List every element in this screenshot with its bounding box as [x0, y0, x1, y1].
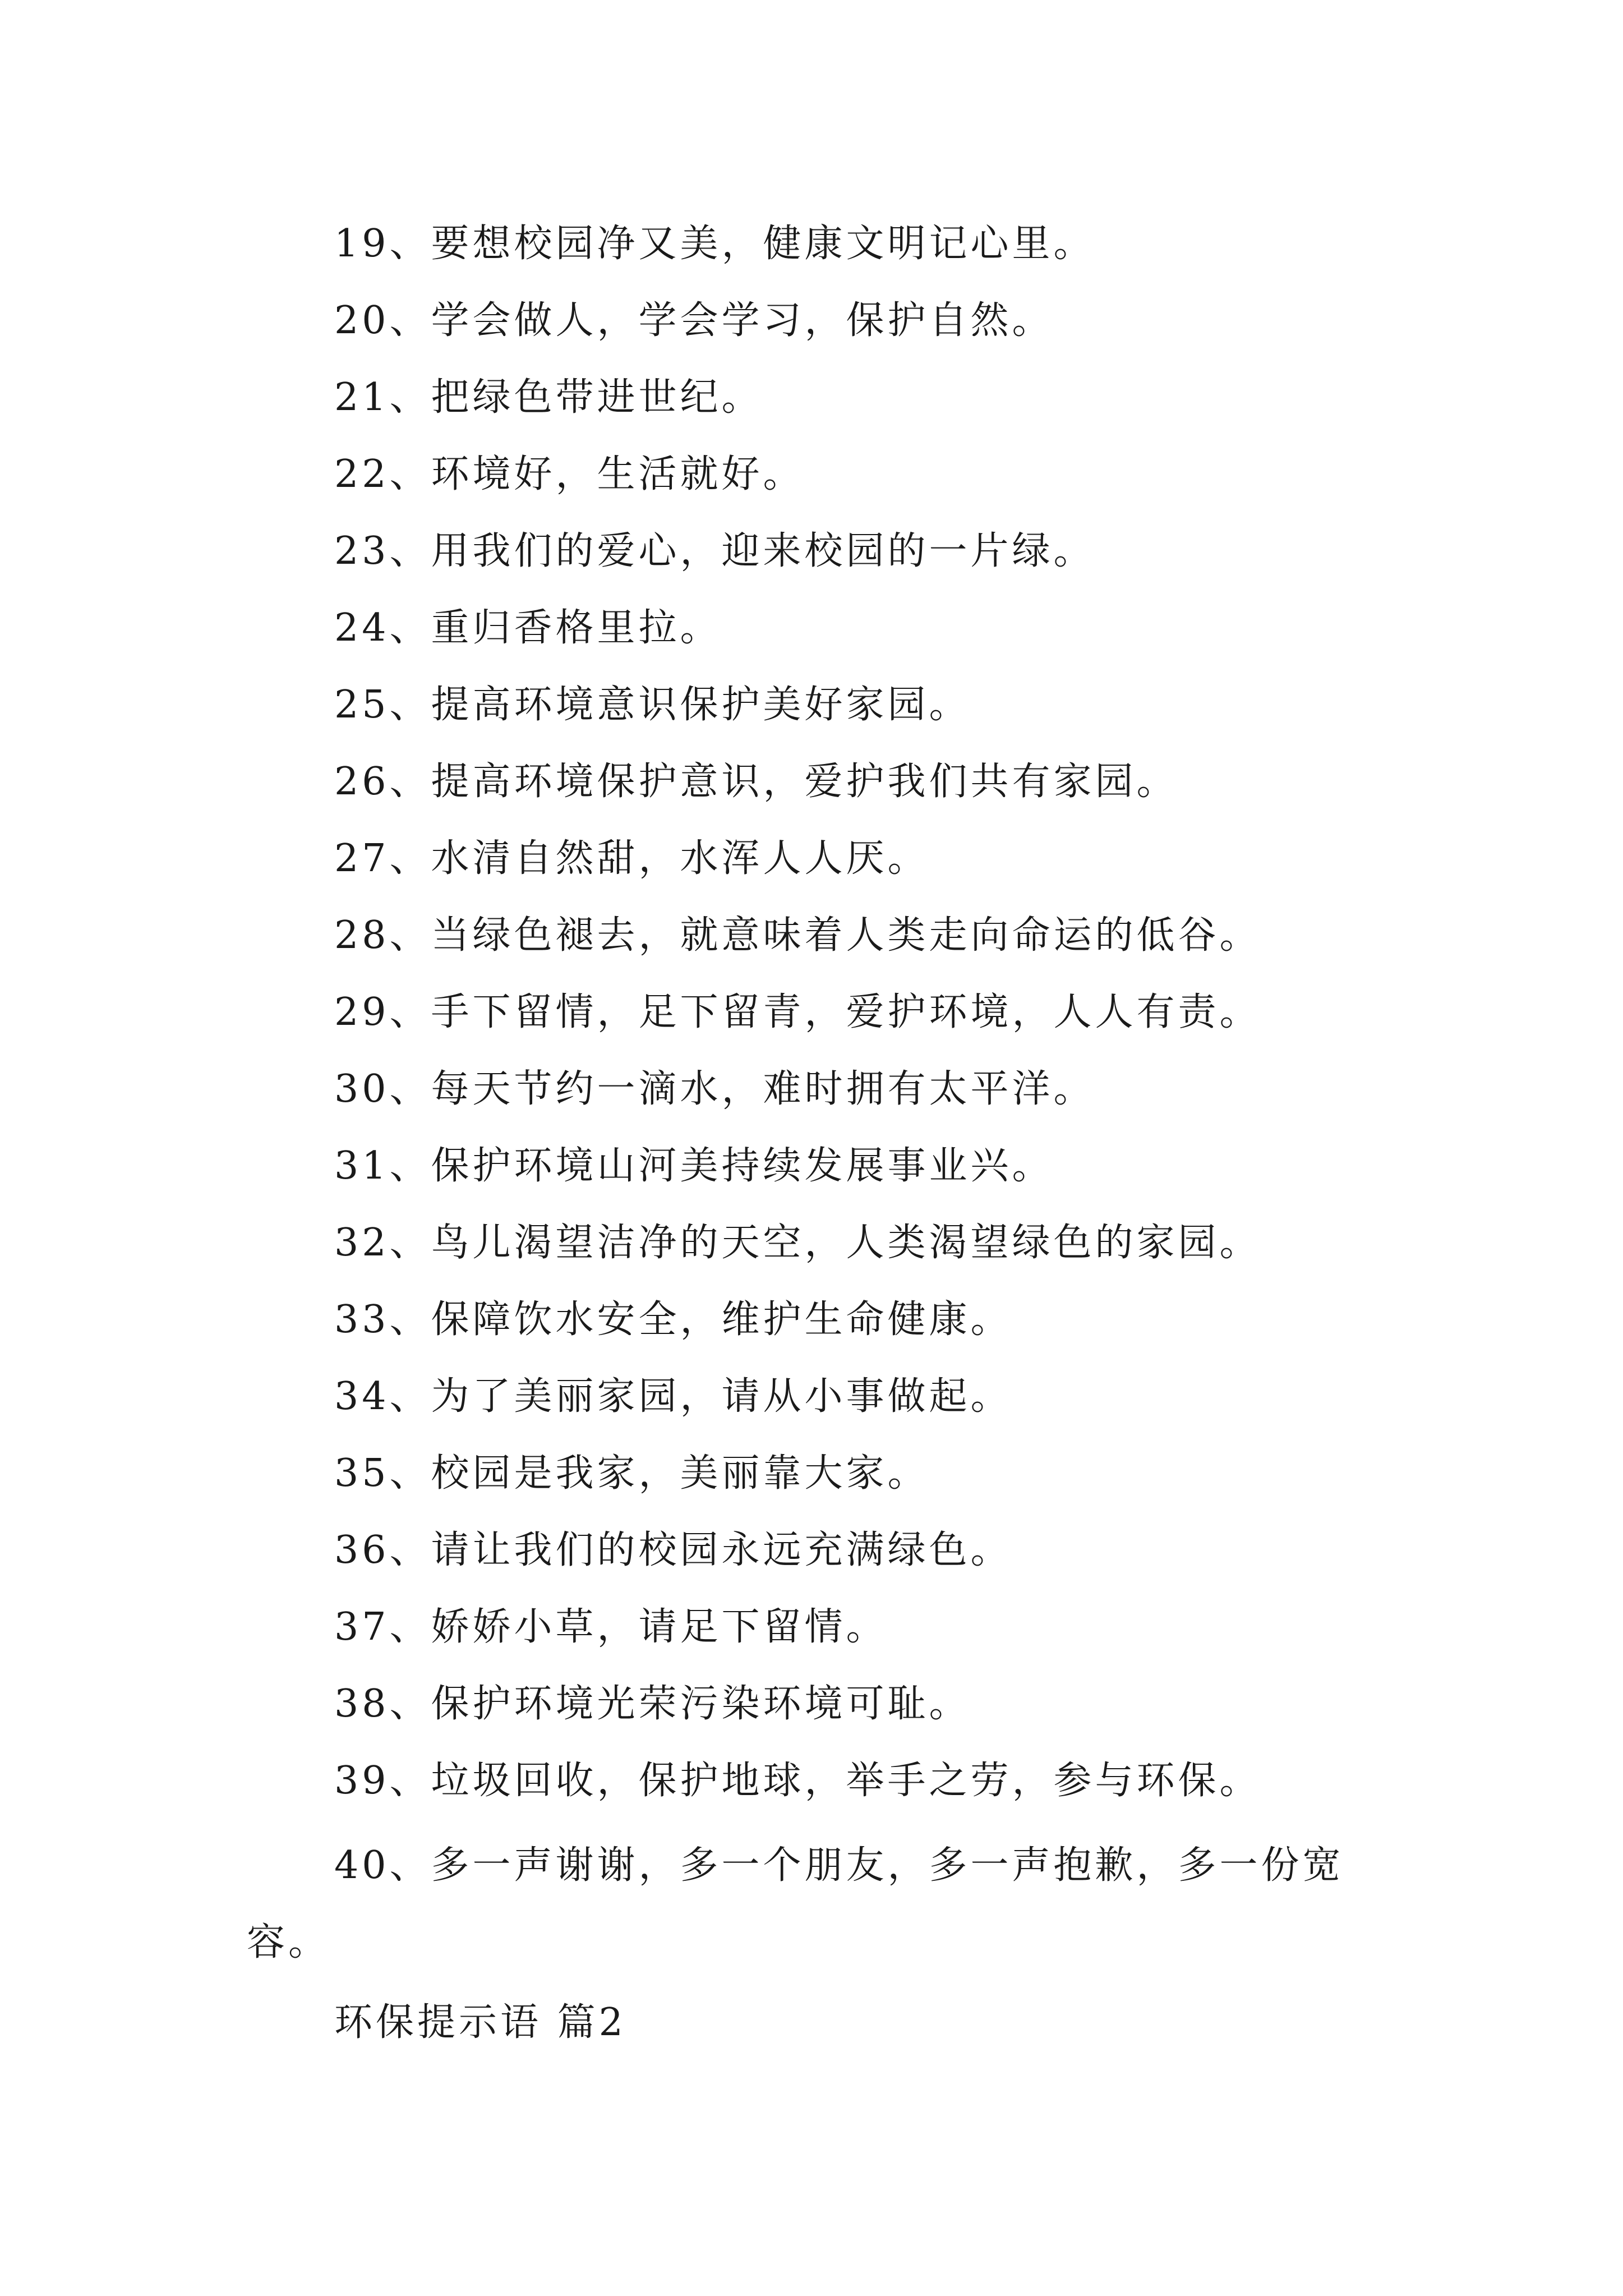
list-item: 31、保护环境山河美持续发展事业兴。: [334, 1144, 1054, 1188]
list-item: 38、保护环境光荣污染环境可耻。: [334, 1682, 971, 1726]
list-item: 27、水清自然甜，水浑人人厌。: [334, 836, 929, 881]
list-item: 30、每天节约一滴水，难时拥有太平洋。: [334, 1067, 1095, 1111]
list-item: 29、手下留情，足下留青，爱护环境，人人有责。: [334, 990, 1261, 1034]
document-body: [247, 213, 1391, 2058]
list-item: 28、当绿色褪去，就意味着人类走向命运的低谷。: [334, 913, 1261, 958]
list-item: 39、垃圾回收，保护地球，举手之劳，参与环保。: [334, 1759, 1261, 1803]
list-item: 40、多一声谢谢，多一个朋友，多一声抱歉，多一份宽容。: [247, 1843, 1344, 1964]
list-item: 22、环境好，生活就好。: [334, 452, 805, 496]
section-heading: 环保提示语 篇2: [334, 2000, 626, 2045]
list-item: 21、把绿色带进世纪。: [334, 375, 763, 420]
list-item: 23、用我们的爱心，迎来校园的一片绿。: [334, 529, 1095, 573]
list-item: 34、为了美丽家园，请从小事做起。: [334, 1374, 1012, 1419]
list-item: 19、要想校园净又美，健康文明记心里。: [334, 222, 1095, 266]
list-item: 37、娇娇小草，请足下留情。: [334, 1605, 888, 1649]
list-item: 32、鸟儿渴望洁净的天空，人类渴望绿色的家园。: [334, 1221, 1261, 1265]
list-item: 20、学会做人，学会学习，保护自然。: [334, 298, 1054, 343]
list-item: 24、重归香格里拉。: [334, 606, 722, 650]
list-item: 36、请让我们的校园永远充满绿色。: [334, 1528, 1012, 1572]
list-item: 25、提高环境意识保护美好家园。: [334, 683, 971, 727]
list-item: 33、保障饮水安全，维护生命健康。: [334, 1297, 1012, 1342]
list-item: 35、校园是我家，美丽靠大家。: [334, 1451, 929, 1496]
list-item: 26、提高环境保护意识，爱护我们共有家园。: [334, 760, 1178, 804]
